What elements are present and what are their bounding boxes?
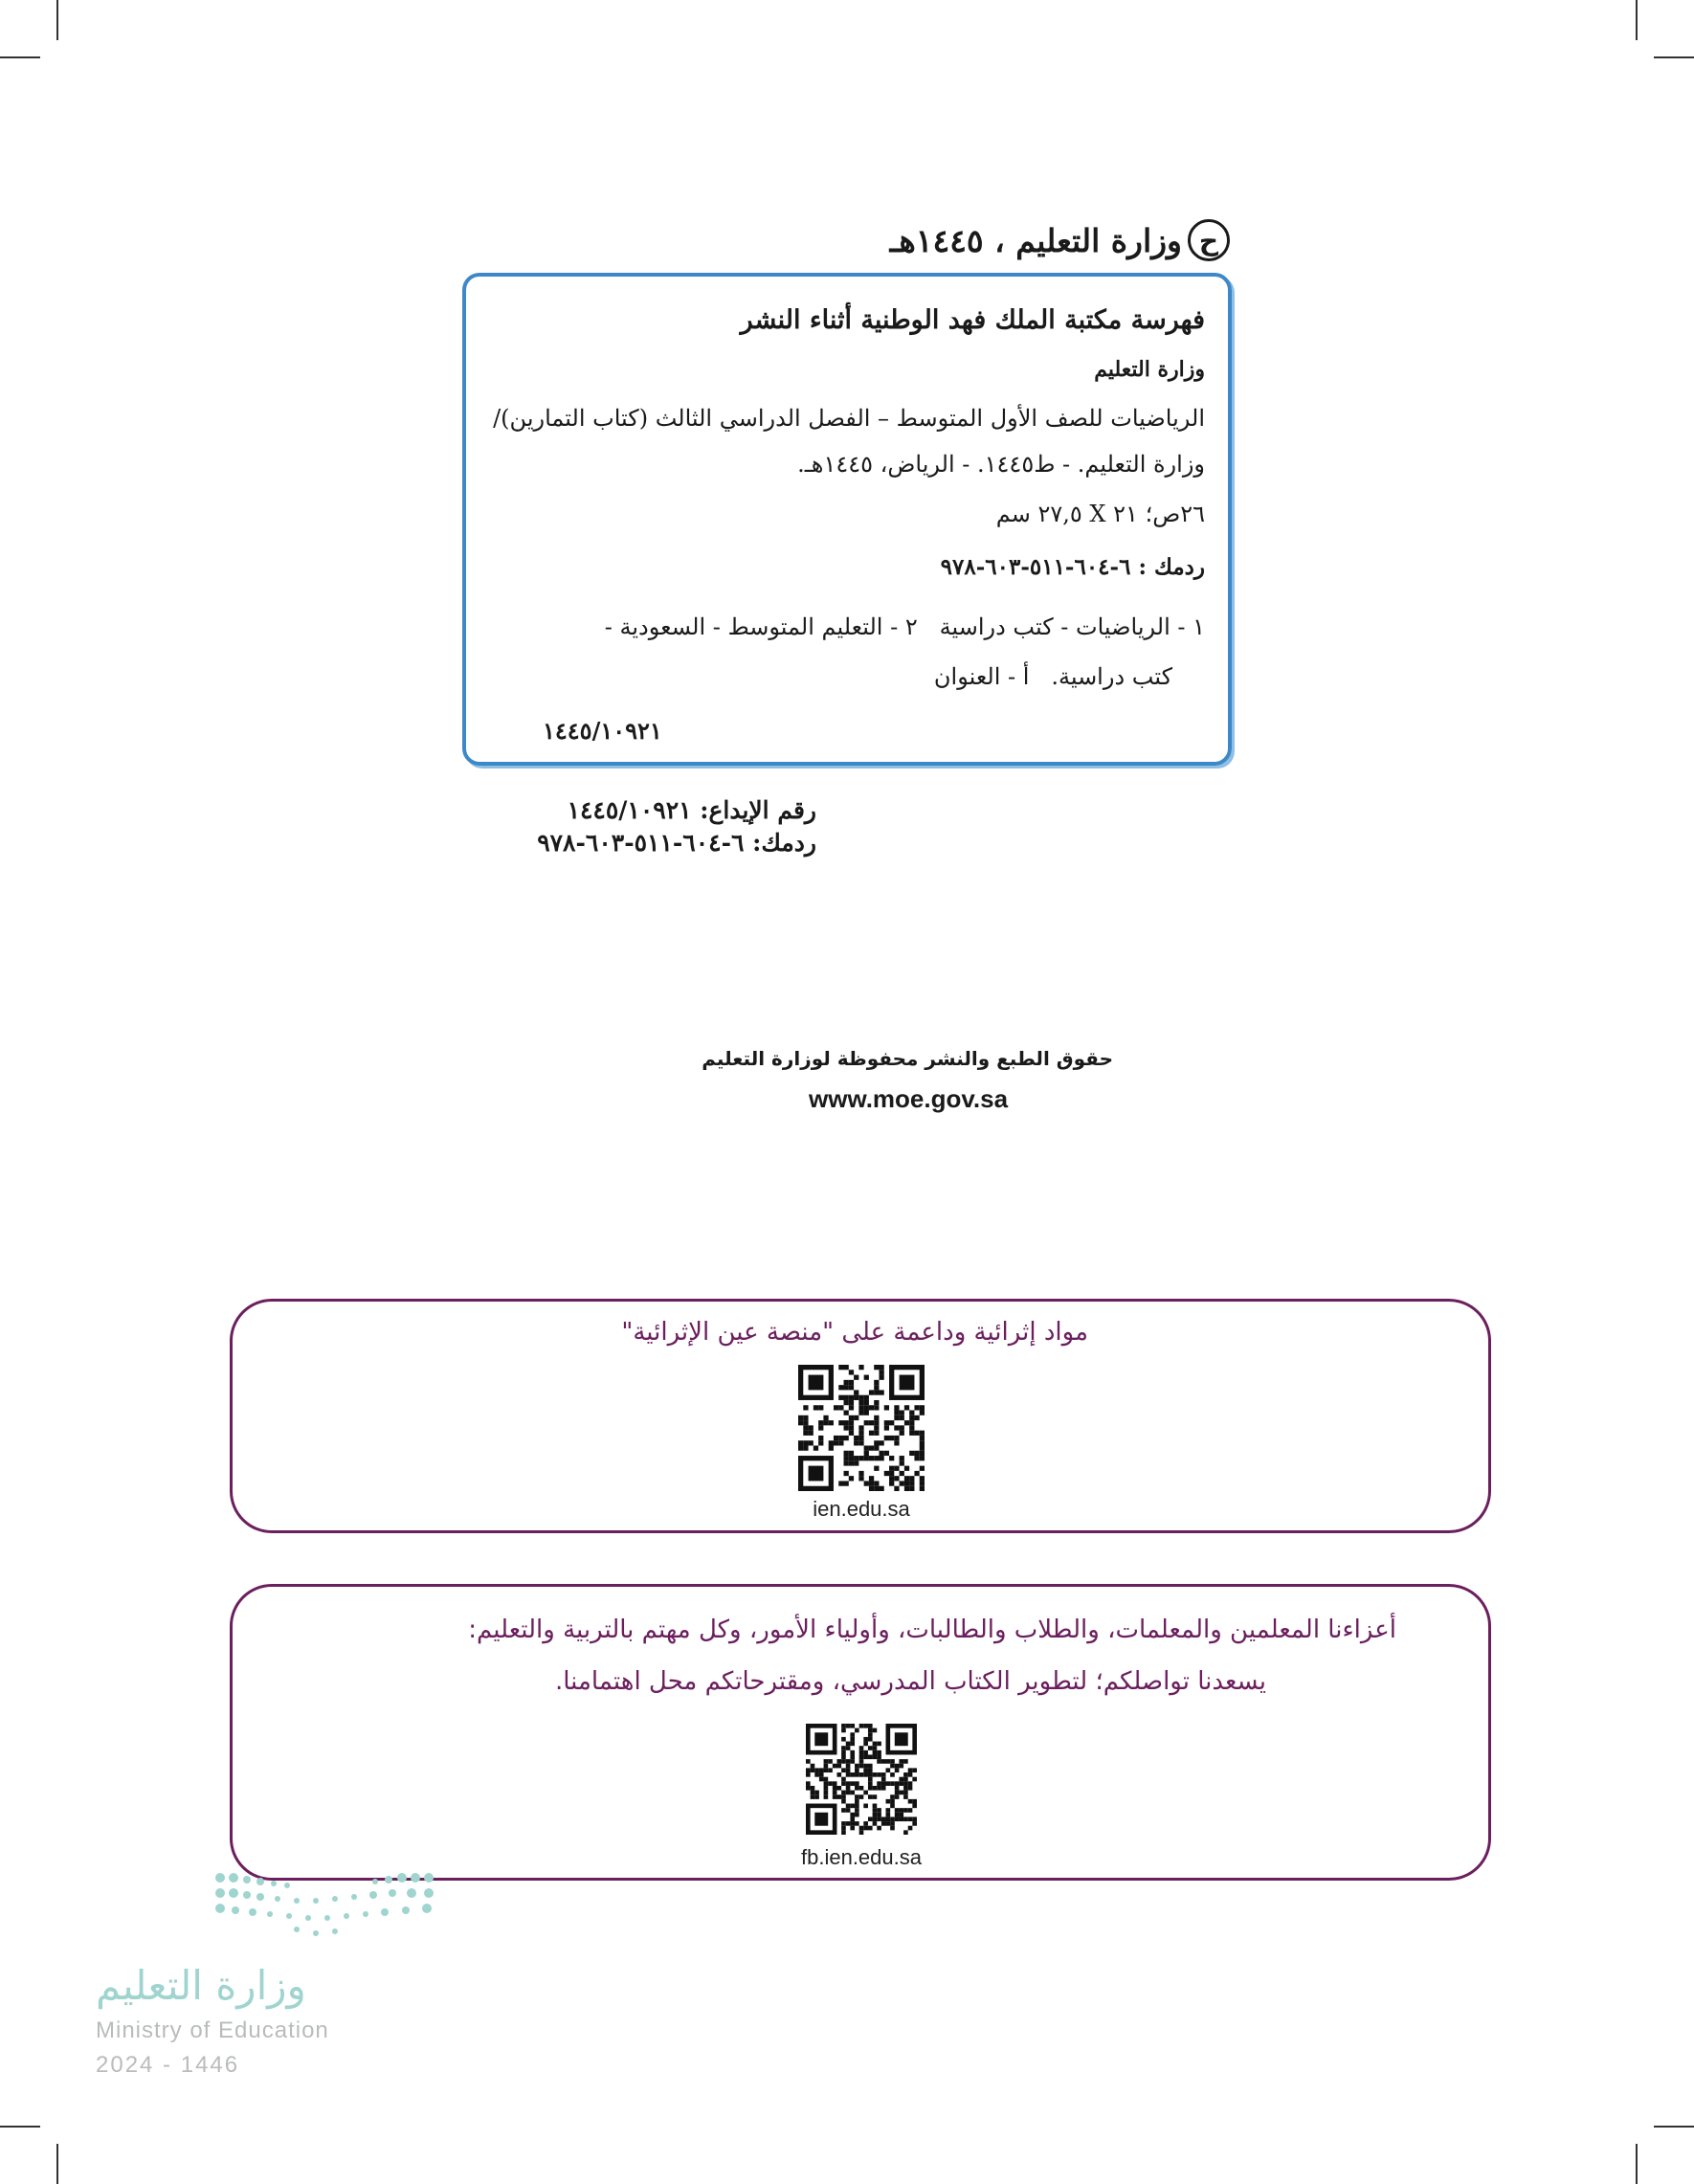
feedback-line2: يسعدنا تواصلكم؛ لتطوير الكتاب المدرسي، ومقترحاتكم محل اهتمامنا. <box>554 1667 1266 1696</box>
logo-english-text: Ministry of Education <box>96 2017 329 2043</box>
catalog-heading: فهرسة مكتبة الملك فهد الوطنية أثناء النشر <box>740 305 1205 335</box>
crop-mark <box>0 56 40 58</box>
catalog-title-line2: وزارة التعليم. - ط١٤٤٥. - الرياض، ١٤٤٥هـ. <box>797 451 1205 478</box>
crop-mark <box>0 2126 40 2128</box>
crop-mark <box>1654 56 1694 58</box>
enrichment-box <box>230 1299 1491 1533</box>
crop-mark <box>56 2144 58 2184</box>
qr-code[interactable] <box>806 1724 917 1835</box>
feedback-line1: أعزاءنا المعلمين والمعلمات، والطلاب والطالبات، وأولياء الأمور، وكل مهتم بالتربية والتعليم: <box>468 1616 1396 1644</box>
catalog-box <box>462 273 1232 766</box>
feedback-qr-label[interactable]: fb.ien.edu.sa <box>801 1845 922 1869</box>
logo-dots-icon <box>211 1868 450 1945</box>
copyright-symbol: ح <box>1188 219 1230 261</box>
enrichment-text: مواد إثرائية وداعمة على "منصة عين الإثرائية" <box>621 1318 1088 1347</box>
feedback-box <box>230 1584 1491 1881</box>
deposit-number: رقم الإيداع: ١٤٤٥/١٠٩٢١ <box>567 796 816 824</box>
enrichment-qr-label[interactable]: ien.edu.sa <box>813 1497 910 1521</box>
catalog-subjects-line2: كتب دراسية. أ - العنوان <box>933 663 1172 690</box>
copyright-line <box>890 218 1230 262</box>
catalog-isbn: ردمك : ٦-٦٠٤-٥١١-٦٠٣-٩٧٨ <box>940 554 1205 580</box>
crop-mark <box>1636 2144 1638 2184</box>
catalog-title-line1: الرياضيات للصف الأول المتوسط – الفصل الدراسي الثالث (كتاب التمارين)/ <box>493 405 1205 432</box>
rights-text: حقوق الطبع والنشر محفوظة لوزارة التعليم <box>702 1047 1113 1070</box>
catalog-author: وزارة التعليم <box>1094 357 1205 382</box>
crop-mark <box>56 0 58 40</box>
copyright-text: وزارة التعليم ، ١٤٤٥هـ <box>889 221 1182 259</box>
logo-year: 2024 - 1446 <box>96 2052 240 2078</box>
logo-arabic-text: وزارة التعليم <box>96 1962 306 2009</box>
catalog-deposit-number: ١٤٤٥/١٠٩٢١ <box>543 717 662 745</box>
crop-mark <box>1636 0 1638 40</box>
catalog-pages: ٢٦ص؛ ٢١ X ٢٧,٥ سم <box>995 501 1205 527</box>
crop-mark <box>1654 2126 1694 2128</box>
catalog-subjects-line1: ١ - الرياضيات - كتب دراسية ٢ - التعليم المتوسط - السعودية - <box>604 613 1205 640</box>
deposit-isbn: ردمك: ٦-٦٠٤-٥١١-٦٠٣-٩٧٨ <box>537 829 816 857</box>
qr-code[interactable] <box>798 1365 925 1491</box>
moe-url[interactable]: www.moe.gov.sa <box>809 1084 1009 1113</box>
